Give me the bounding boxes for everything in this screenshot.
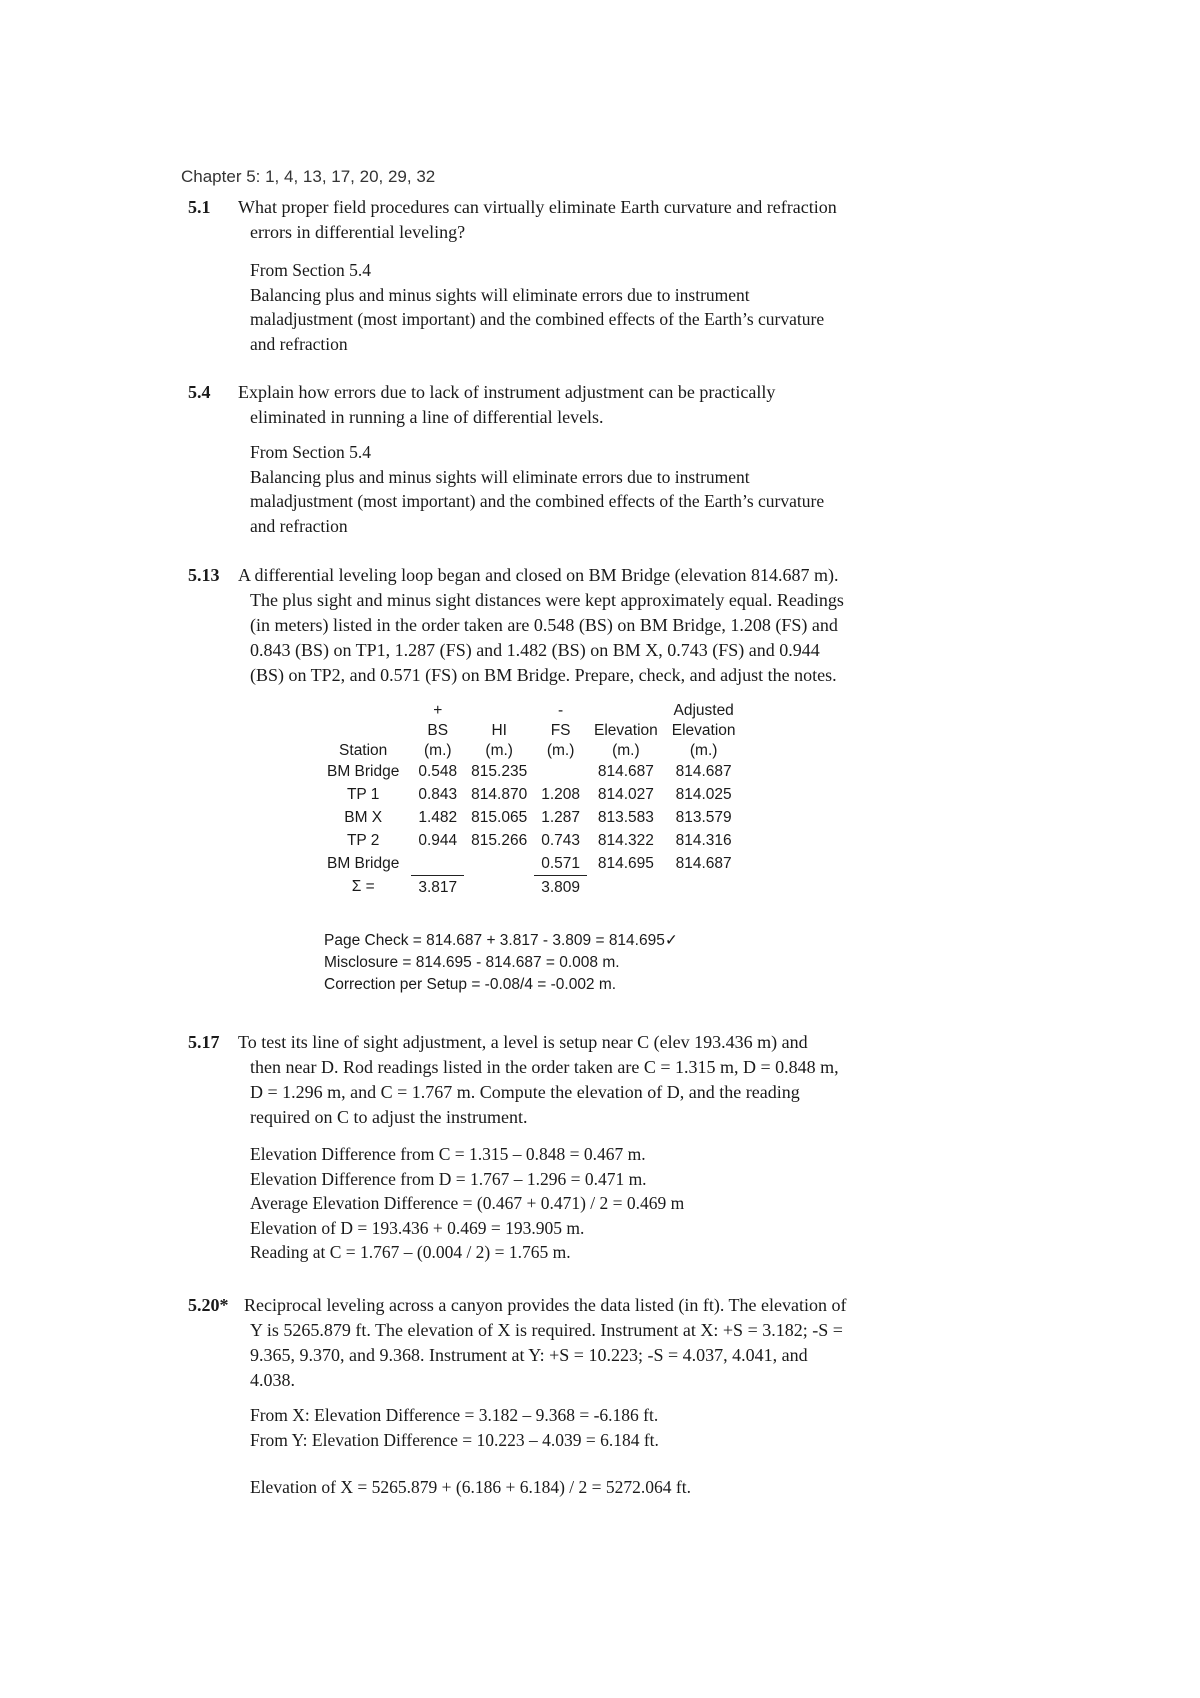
problem-number: 5.1 xyxy=(188,197,211,217)
plus-sign: + xyxy=(433,702,443,719)
answer-line: Elevation of D = 193.436 + 0.469 = 193.905 m. xyxy=(250,1217,585,1238)
misclosure: Misclosure = 814.695 - 814.687 = 0.008 m. xyxy=(324,954,620,971)
adjusted-cell: 814.025 xyxy=(675,785,732,803)
question-line: To test its line of sight adjustment, a level is setup near C (elev 193.436 m) and xyxy=(238,1032,808,1052)
problem-number: 5.13 xyxy=(188,565,220,585)
elevation-cell: 814.695 xyxy=(597,854,654,872)
unit-label: (m.) xyxy=(689,742,718,759)
station-cell: BM X xyxy=(344,808,383,826)
answer-line: From Y: Elevation Difference = 10.223 – 4.039 = 6.184 ft. xyxy=(250,1429,659,1450)
answer-line: maladjustment (most important) and the combined effects of the Earth’s curvature xyxy=(250,309,825,329)
station-cell: TP 1 xyxy=(346,785,380,803)
fs-cell: 1.208 xyxy=(541,785,580,803)
question-line: What proper field procedures can virtually eliminate Earth curvature and refraction xyxy=(238,197,837,217)
adjusted-cell: 814.687 xyxy=(675,762,732,780)
unit-label: (m.) xyxy=(424,742,452,759)
table-row xyxy=(320,760,743,783)
question-line: Y is 5265.879 ft. The elevation of X is required. Instrument at X: +S = 3.182; -S = xyxy=(250,1320,843,1340)
answer-line: Elevation of X = 5265.879 + (6.186 + 6.184) / 2 = 5272.064 ft. xyxy=(250,1477,691,1497)
sum-row xyxy=(320,876,743,900)
answer-line: From Section 5.4 xyxy=(250,260,372,280)
elevation-cell: 813.583 xyxy=(597,808,654,826)
station-header: Station xyxy=(339,742,388,759)
level-notes-table xyxy=(320,700,743,899)
answer-line: Elevation Difference from D = 1.767 – 1.296 = 0.471 m. xyxy=(250,1168,647,1189)
fs-cell xyxy=(534,760,587,783)
question-line: (in meters) listed in the order taken are 0.548 (BS) on BM Bridge, 1.208 (FS) and xyxy=(250,615,838,635)
unit-label: (m.) xyxy=(546,742,575,759)
table-row xyxy=(320,783,743,806)
answer-line: Elevation Difference from C = 1.315 – 0.848 = 0.467 m. xyxy=(250,1144,646,1164)
problem-5-20-final-answer xyxy=(250,1475,990,1500)
answer-line: Balancing plus and minus sights will eliminate errors due to instrument xyxy=(250,284,750,305)
answer-line: Reading at C = 1.767 – (0.004 / 2) = 1.765 m. xyxy=(250,1242,571,1262)
bs-cell: 0.548 xyxy=(418,762,458,780)
answer-line: From Section 5.4 xyxy=(250,442,372,462)
problem-5-1-answer xyxy=(250,258,990,356)
correction-per-setup: Correction per Setup = -0.08/4 = -0.002 m. xyxy=(324,976,617,993)
answer-line: and refraction xyxy=(250,333,348,354)
chapter-line: Chapter 5: 1, 4, 13, 17, 20, 29, 32 xyxy=(181,167,436,186)
bs-cell: 1.482 xyxy=(418,808,458,826)
bs-cell: 0.944 xyxy=(418,831,458,849)
question-line: Reciprocal leveling across a canyon provides the data listed (in ft). The elevation of xyxy=(244,1295,847,1315)
hi-cell xyxy=(464,852,534,876)
adjusted-cell: 814.687 xyxy=(675,854,732,872)
sum-fs: 3.809 xyxy=(541,878,580,896)
question-line: required on C to adjust the instrument. xyxy=(250,1107,528,1127)
table-checks xyxy=(324,930,678,996)
page-check: Page Check = 814.687 + 3.817 - 3.809 = 814.695✓ xyxy=(324,932,678,949)
hi-cell: 815.235 xyxy=(471,762,528,780)
answer-line: Average Elevation Difference = (0.467 + 0.471) / 2 = 0.469 m xyxy=(250,1193,685,1213)
elevation-header: Elevation xyxy=(594,722,658,739)
sum-label: Σ = xyxy=(351,878,375,896)
fs-cell: 0.743 xyxy=(541,831,580,849)
problem-5-1-question xyxy=(188,195,988,245)
question-line: 4.038. xyxy=(250,1370,295,1390)
station-cell: TP 2 xyxy=(346,831,380,849)
hi-cell: 815.266 xyxy=(471,831,528,849)
unit-label: (m.) xyxy=(612,742,640,759)
station-cell: BM Bridge xyxy=(327,854,400,872)
question-line: 9.365, 9.370, and 9.368. Instrument at Y: +S = 10.223; -S = 4.037, 4.041, and xyxy=(250,1345,808,1365)
problem-number: 5.4 xyxy=(188,382,211,402)
fs-header: FS xyxy=(550,722,571,739)
bs-cell: 0.843 xyxy=(418,785,458,803)
sum-bs: 3.817 xyxy=(418,878,458,896)
problem-number: 5.20* xyxy=(188,1295,229,1315)
minus-sign: - xyxy=(558,702,564,719)
question-line: then near D. Rod readings listed in the order taken are C = 1.315 m, D = 0.848 m, xyxy=(250,1057,839,1077)
hi-cell: 815.065 xyxy=(471,808,528,826)
answer-line: Balancing plus and minus sights will eliminate errors due to instrument xyxy=(250,466,750,487)
fs-cell: 0.571 xyxy=(534,852,587,876)
question-line: A differential leveling loop began and closed on BM Bridge (elevation 814.687 m). xyxy=(238,565,839,585)
question-line: (BS) on TP2, and 0.571 (FS) on BM Bridge. Prepare, check, and adjust the notes. xyxy=(250,665,837,685)
adjusted-cell: 813.579 xyxy=(675,808,732,826)
problem-5-4-question xyxy=(188,380,988,430)
unit-label: (m.) xyxy=(485,742,513,759)
question-line: The plus sight and minus sight distances were kept approximately equal. Readings xyxy=(250,590,844,610)
table-row xyxy=(320,852,743,876)
station-cell: BM Bridge xyxy=(327,762,400,780)
question-line: D = 1.296 m, and C = 1.767 m. Compute the elevation of D, and the reading xyxy=(250,1082,800,1102)
elevation-cell: 814.687 xyxy=(597,762,654,780)
answer-line: maladjustment (most important) and the combined effects of the Earth’s curvature xyxy=(250,491,825,511)
problem-5-13-question xyxy=(188,563,1008,688)
bs-header: BS xyxy=(427,722,449,739)
table-row xyxy=(320,829,743,852)
table-row xyxy=(320,806,743,829)
problem-number: 5.17 xyxy=(188,1032,220,1052)
bs-cell xyxy=(411,852,464,876)
adjusted-elevation-header: Elevation xyxy=(671,722,736,739)
fs-cell: 1.287 xyxy=(541,808,580,826)
elevation-cell: 814.322 xyxy=(597,831,654,849)
problem-5-17-question xyxy=(188,1030,1008,1130)
adjusted-header: Adjusted xyxy=(673,702,734,719)
problem-5-4-answer xyxy=(250,440,990,538)
question-line: 0.843 (BS) on TP1, 1.287 (FS) and 1.482 (BS) on BM X, 0.743 (FS) and 0.944 xyxy=(250,640,820,660)
adjusted-cell: 814.316 xyxy=(675,831,732,849)
answer-line: From X: Elevation Difference = 3.182 – 9.368 = -6.186 ft. xyxy=(250,1405,659,1425)
problem-5-20-question xyxy=(188,1293,1008,1393)
question-line: eliminated in running a line of differential levels. xyxy=(250,407,604,427)
answer-line: and refraction xyxy=(250,515,348,536)
hi-header: HI xyxy=(491,722,507,739)
elevation-cell: 814.027 xyxy=(597,785,654,803)
hi-cell: 814.870 xyxy=(471,785,528,803)
question-line: errors in differential leveling? xyxy=(250,222,466,242)
problem-5-20-answer xyxy=(250,1403,990,1452)
question-line: Explain how errors due to lack of instrument adjustment can be practically xyxy=(238,382,776,402)
problem-5-17-answer xyxy=(250,1142,990,1265)
